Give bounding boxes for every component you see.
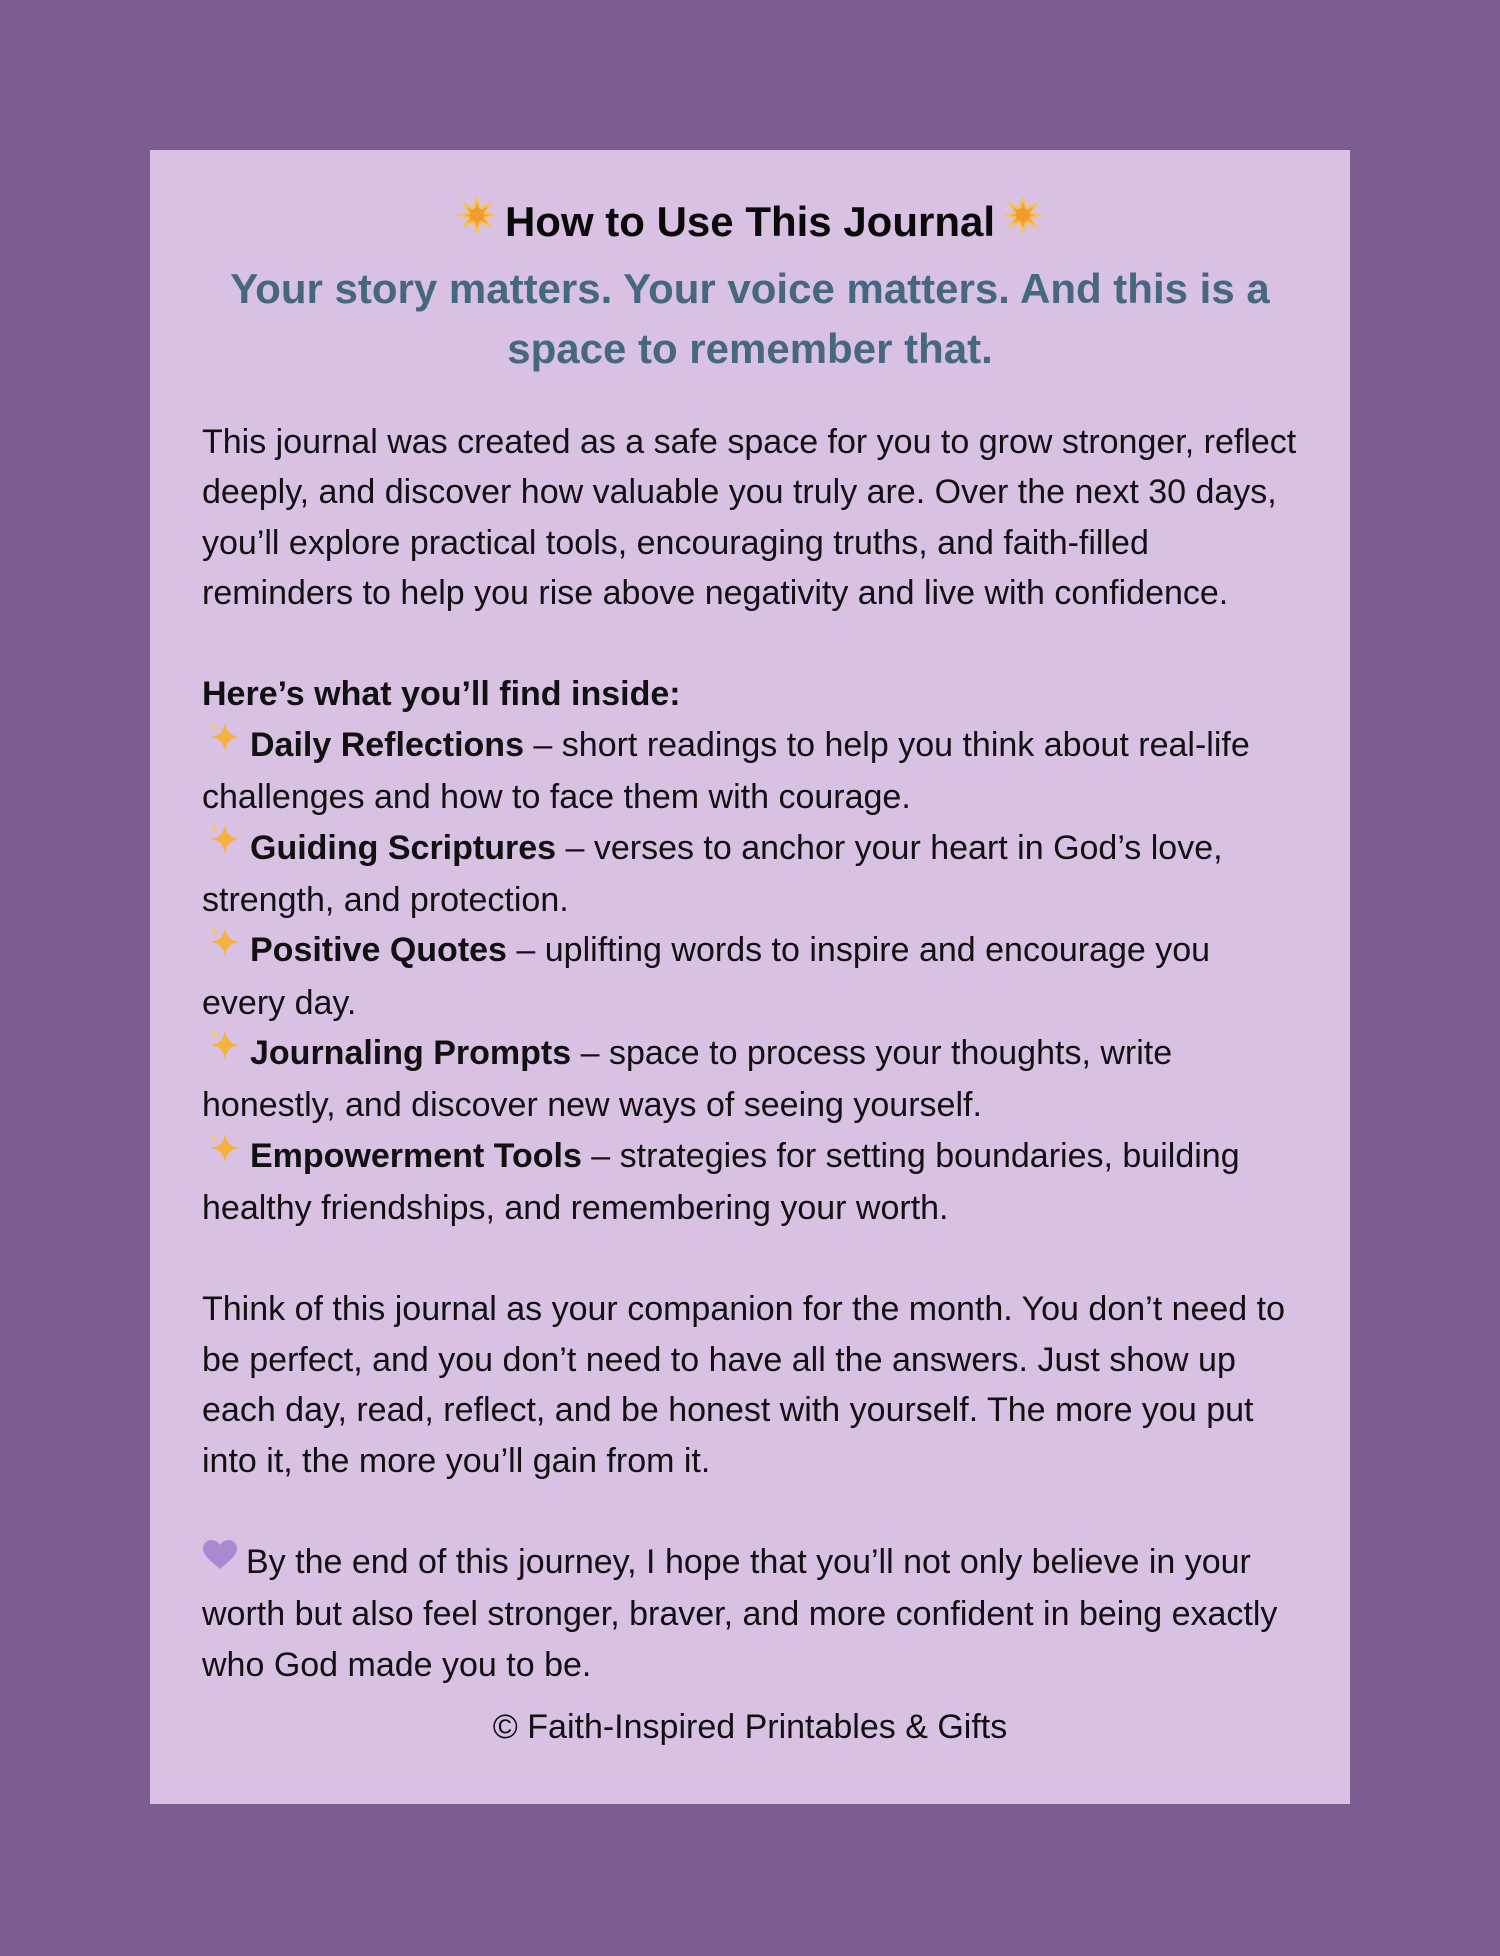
closing-text: By the end of this journey, I hope that you’ll not only believe in your worth but also feel stronger, braver, and more confident in being exactly who God made you to be. bbox=[202, 1542, 1278, 1684]
purple-heart-icon bbox=[202, 1535, 238, 1586]
item-text: – short readings to help you think about real-life challenges and how to face them with courage. bbox=[202, 725, 1250, 817]
subtitle: Your story matters. Your voice matters. And this is a space to remember that. bbox=[230, 264, 1270, 372]
item-title: Positive Quotes bbox=[250, 931, 507, 970]
journal-card bbox=[150, 150, 1350, 1804]
page-title-text: How to Use This Journal bbox=[504, 198, 996, 245]
list-item bbox=[202, 720, 1298, 823]
sparkles-icon bbox=[208, 1026, 242, 1077]
item-title: Daily Reflections bbox=[250, 725, 524, 764]
glowing-star-icon bbox=[455, 193, 499, 249]
sparkles-icon bbox=[208, 718, 242, 769]
intro-paragraph: This journal was created as a safe space for you to grow stronger, reflect deeply, and discover how valuable you truly are. Over the next 30 days, you’ll explore practical tools, encouraging truths, and faith-filled reminders to help you rise above negativity and live with confidence. bbox=[202, 422, 1297, 613]
sparkles-icon bbox=[208, 1129, 242, 1180]
page-title bbox=[202, 196, 1298, 253]
closing-paragraph bbox=[202, 1537, 1298, 1690]
list-item bbox=[202, 1028, 1298, 1131]
list-item bbox=[202, 925, 1298, 1028]
feature-list bbox=[202, 720, 1298, 1234]
inside-heading: Here’s what you’ll find inside: bbox=[202, 675, 681, 714]
item-title: Empowerment Tools bbox=[250, 1136, 582, 1175]
sparkles-icon bbox=[208, 923, 242, 974]
item-text: – verses to anchor your heart in God’s love, strength, and protection. bbox=[202, 828, 1223, 919]
item-title: Guiding Scriptures bbox=[250, 828, 557, 867]
item-title: Journaling Prompts bbox=[250, 1034, 572, 1073]
list-item bbox=[202, 823, 1298, 926]
copyright-footer: © Faith-Inspired Printables & Gifts bbox=[492, 1708, 1008, 1746]
spacer bbox=[202, 1234, 1298, 1285]
sparkles-icon bbox=[208, 820, 242, 871]
glowing-star-icon bbox=[1001, 193, 1045, 249]
companion-paragraph: Think of this journal as your companion for the month. You don’t need to be perfect, and you don’t need to have all the answers. Just show up each day, read, reflect, and be honest with yourself. The more you put into it, the more you’ll gain from it. bbox=[202, 1290, 1286, 1480]
item-text: – space to process your thoughts, write honestly, and discover new ways of seeing yourself. bbox=[202, 1034, 1173, 1125]
item-text: – uplifting words to inspire and encourage you every day. bbox=[202, 931, 1211, 1022]
list-item bbox=[202, 1131, 1298, 1234]
spacer bbox=[202, 619, 1298, 670]
spacer bbox=[202, 1486, 1298, 1537]
item-text: – strategies for setting boundaries, building healthy friendships, and remembering your worth. bbox=[202, 1136, 1240, 1228]
